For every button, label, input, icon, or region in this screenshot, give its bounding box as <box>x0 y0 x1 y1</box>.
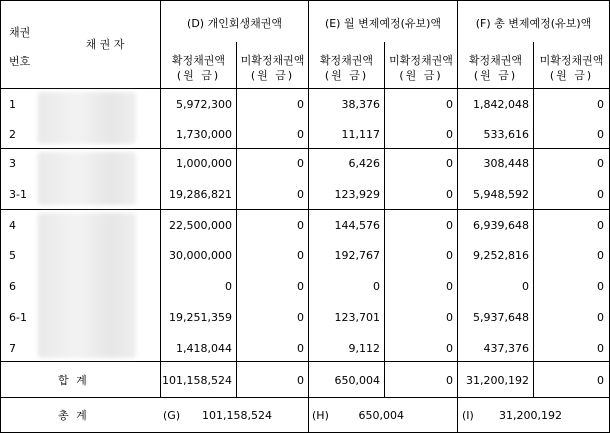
header-unconfirmed: 미확정채권액 <box>389 54 453 67</box>
cell-creditor-no: 4 <box>9 219 16 232</box>
subtotal-f-unconfirmed: 0 <box>597 374 604 387</box>
cell-d-unconfirmed: 0 <box>297 342 304 355</box>
table-border-top <box>0 0 610 1</box>
cell-creditor-no: 5 <box>9 249 16 262</box>
cell-e-confirmed: 192,767 <box>334 249 380 262</box>
cell-f-confirmed: 9,252,816 <box>473 249 529 262</box>
subtotal-divider <box>0 361 610 362</box>
header-unit: (원 금) <box>549 69 594 82</box>
cell-e-unconfirmed: 0 <box>446 249 453 262</box>
cell-creditor-no: 2 <box>9 128 16 141</box>
cell-d-confirmed: 19,251,359 <box>169 311 232 324</box>
cell-d-unconfirmed: 0 <box>297 157 304 170</box>
cell-creditor-no: 6 <box>9 280 16 293</box>
cell-d-unconfirmed: 0 <box>297 219 304 232</box>
subtotal-e-unconfirmed: 0 <box>446 374 453 387</box>
cell-f-unconfirmed: 0 <box>597 157 604 170</box>
cell-e-unconfirmed: 0 <box>446 342 453 355</box>
cell-f-confirmed: 0 <box>522 280 529 293</box>
cell-d-confirmed: 1,418,044 <box>176 342 232 355</box>
header-col-e: (E) 월 변제예정(유보)액 <box>324 17 442 30</box>
cell-e-confirmed: 0 <box>373 280 380 293</box>
cell-e-confirmed: 123,929 <box>334 188 380 201</box>
cell-e-unconfirmed: 0 <box>446 311 453 324</box>
cell-f-unconfirmed: 0 <box>597 128 604 141</box>
cell-e-confirmed: 123,701 <box>334 311 380 324</box>
cell-d-confirmed: 19,286,821 <box>169 188 232 201</box>
total-h-value: 650,004 <box>358 409 404 422</box>
cell-creditor-no: 3-1 <box>9 188 27 201</box>
cell-f-unconfirmed: 0 <box>597 188 604 201</box>
cell-creditor-no: 1 <box>9 98 16 111</box>
cell-e-confirmed: 9,112 <box>348 342 380 355</box>
row-divider <box>0 209 610 210</box>
cell-creditor-no: 6-1 <box>9 311 27 324</box>
header-col-f: (F) 총 변제예정(유보)액 <box>475 17 592 30</box>
header-unit: (원 금) <box>399 69 443 82</box>
cell-f-confirmed: 6,939,648 <box>473 219 529 232</box>
header-no-line1: 채권 <box>9 26 31 39</box>
cell-e-unconfirmed: 0 <box>446 280 453 293</box>
cell-f-unconfirmed: 0 <box>597 249 604 262</box>
cell-f-confirmed: 1,842,048 <box>473 98 529 111</box>
subtotal-d-unconfirmed: 0 <box>297 374 304 387</box>
header-unconfirmed: 미확정채권액 <box>240 54 305 67</box>
cell-d-confirmed: 5,972,300 <box>176 98 232 111</box>
cell-e-confirmed: 6,426 <box>348 157 380 170</box>
cell-f-confirmed: 437,376 <box>483 342 529 355</box>
header-divider <box>0 88 610 89</box>
cell-d-unconfirmed: 0 <box>297 249 304 262</box>
subtotal-e-confirmed: 650,004 <box>334 374 380 387</box>
header-unit: (원 금) <box>324 69 369 82</box>
cell-d-unconfirmed: 0 <box>297 311 304 324</box>
subtotal-d-confirmed: 101,158,524 <box>162 374 232 387</box>
cell-e-confirmed: 38,376 <box>341 98 380 111</box>
cell-f-unconfirmed: 0 <box>597 219 604 232</box>
header-unit: (원 금) <box>176 69 221 82</box>
cell-d-confirmed: 30,000,000 <box>169 249 232 262</box>
cell-creditor-no: 7 <box>9 342 16 355</box>
cell-f-unconfirmed: 0 <box>597 311 604 324</box>
cell-e-unconfirmed: 0 <box>446 157 453 170</box>
header-unit: (원 금) <box>250 69 295 82</box>
redacted-creditor-name <box>38 213 136 358</box>
total-i-value: 31,200,192 <box>499 409 562 422</box>
cell-e-confirmed: 11,117 <box>341 128 380 141</box>
subtotal-label: 합 계 <box>58 374 89 387</box>
cell-d-unconfirmed: 0 <box>297 128 304 141</box>
total-h-label: (H) <box>312 409 329 422</box>
header-unconfirmed: 미확정채권액 <box>539 54 604 67</box>
cell-f-confirmed: 5,937,648 <box>473 311 529 324</box>
header-no-line2: 번호 <box>9 55 31 68</box>
total-i-label: (I) <box>462 409 474 422</box>
total-g-value: 101,158,524 <box>202 409 272 422</box>
cell-creditor-no: 3 <box>9 157 16 170</box>
total-divider <box>0 397 610 398</box>
cell-f-confirmed: 308,448 <box>483 157 529 170</box>
cell-d-unconfirmed: 0 <box>297 98 304 111</box>
cell-e-unconfirmed: 0 <box>446 188 453 201</box>
cell-e-unconfirmed: 0 <box>446 128 453 141</box>
cell-f-unconfirmed: 0 <box>597 280 604 293</box>
header-confirmed: 확정채권액 <box>468 54 523 67</box>
cell-e-unconfirmed: 0 <box>446 98 453 111</box>
cell-f-confirmed: 5,948,592 <box>473 188 529 201</box>
cell-d-confirmed: 0 <box>225 280 232 293</box>
header-unit: (원 금) <box>473 69 518 82</box>
cell-e-unconfirmed: 0 <box>446 219 453 232</box>
cell-d-confirmed: 1,000,000 <box>176 157 232 170</box>
redacted-creditor-name <box>38 92 136 144</box>
header-confirmed: 확정채권액 <box>319 54 374 67</box>
header-confirmed: 확정채권액 <box>171 54 226 67</box>
cell-d-confirmed: 1,730,000 <box>176 128 232 141</box>
redacted-creditor-name <box>38 152 136 205</box>
cell-f-unconfirmed: 0 <box>597 342 604 355</box>
header-creditor: 채 권 자 <box>85 38 125 51</box>
total-label: 총 계 <box>58 409 89 422</box>
cell-d-confirmed: 22,500,000 <box>169 219 232 232</box>
subtotal-f-confirmed: 31,200,192 <box>466 374 529 387</box>
cell-d-unconfirmed: 0 <box>297 280 304 293</box>
cell-f-confirmed: 533,616 <box>483 128 529 141</box>
cell-d-unconfirmed: 0 <box>297 188 304 201</box>
table-border-left <box>0 0 1 433</box>
cell-e-confirmed: 144,576 <box>334 219 380 232</box>
header-col-d: (D) 개인회생채권액 <box>187 17 282 30</box>
total-g-label: (G) <box>163 409 181 422</box>
cell-f-unconfirmed: 0 <box>597 98 604 111</box>
row-divider <box>0 148 610 149</box>
